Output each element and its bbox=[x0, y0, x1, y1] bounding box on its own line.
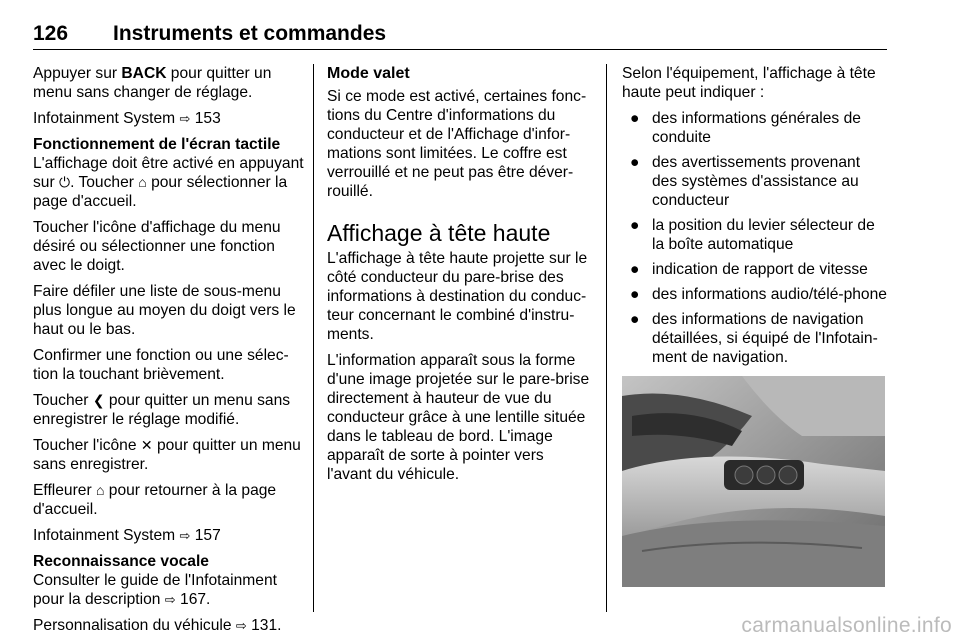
close-x-icon: ✕ bbox=[140, 437, 153, 453]
page-header bbox=[33, 22, 887, 52]
touchscreen-heading: Fonctionnement de l'écran tactile bbox=[33, 136, 281, 153]
paragraph-menu-icon: Toucher l'icône d'affichage du menu désiré ou sélectionner une fonction avec le doigt. bbox=[33, 219, 281, 274]
paragraph-activate: L'affichage doit être activé en appuyant sur ⏻. Toucher ⌂ pour sélectionner la page d'accueil. bbox=[33, 155, 304, 210]
voice-recognition-heading: Reconnaissance vocale bbox=[33, 553, 209, 570]
paragraph-scroll: Faire défiler une liste de sous-menu plus longue au moyen du doigt vers le haut ou le bas. bbox=[33, 283, 296, 338]
paragraph-swipe-home: Effleurer ⌂ pour retourner à la page d'accueil. bbox=[33, 482, 277, 518]
list-item: ● la position du levier sélecteur de la boîte automatique bbox=[630, 217, 875, 253]
arrow-reference-icon: ⇨ bbox=[179, 111, 191, 126]
back-key-label: BACK bbox=[121, 65, 167, 82]
hud-control-illustration bbox=[622, 376, 885, 587]
arrow-reference-icon: ⇨ bbox=[179, 528, 191, 543]
bullet-icon: ● bbox=[630, 286, 640, 303]
paragraph-personalisation: Personnalisation du véhicule ⇨ 131. bbox=[33, 617, 282, 634]
list-item: ● des informations générales de conduite bbox=[630, 110, 861, 146]
page-ref-link[interactable]: 167 bbox=[180, 591, 207, 608]
paragraph-voice: Consulter le guide de l'Infotainment pour la description ⇨ 167. bbox=[33, 572, 277, 608]
page-ref-link[interactable]: 131 bbox=[251, 617, 278, 634]
home-icon: ⌂ bbox=[95, 482, 105, 498]
column-divider-2 bbox=[606, 64, 607, 612]
arrow-reference-icon: ⇨ bbox=[235, 618, 247, 633]
column-3 bbox=[622, 64, 887, 373]
hud-bullet-list bbox=[622, 109, 887, 367]
header-rule bbox=[33, 49, 887, 50]
valet-mode-heading: Mode valet bbox=[327, 65, 410, 82]
power-icon: ⏻ bbox=[59, 174, 71, 190]
paragraph-hud-intro: Selon l'équipement, l'affichage à tête haute peut indiquer : bbox=[622, 65, 876, 101]
paragraph-close-icon: Toucher l'icône ✕ pour quitter un menu sans enregistrer. bbox=[33, 437, 301, 473]
hud-heading: Affichage à tête haute bbox=[327, 220, 551, 246]
page-ref-link[interactable]: 157 bbox=[194, 527, 221, 544]
paragraph-confirm: Confirmer une fonction ou une sélec-tion la touchant brièvement. bbox=[33, 347, 289, 383]
paragraph-infotainment-ref: Infotainment System ⇨ 153 bbox=[33, 110, 221, 127]
bullet-icon: ● bbox=[630, 110, 640, 127]
column-divider-1 bbox=[313, 64, 314, 612]
bullet-icon: ● bbox=[630, 261, 640, 278]
back-chevron-icon: ❮ bbox=[92, 392, 105, 408]
paragraph-valet: Si ce mode est activé, certaines fonc-tions du Centre d'informations du conducteur et de l'Affichage d'infor-mations sont limitées. Le coffre est verrouillé et ne peut pas être déver-rouillé. bbox=[327, 88, 587, 200]
bullet-icon: ● bbox=[630, 217, 640, 234]
bullet-icon: ● bbox=[630, 154, 640, 171]
paragraph-hud-1: L'affichage à tête haute projette sur le côté conducteur du pare-brise des informations à destination du conduc-teur concernant le combiné d'instru-ments. bbox=[327, 250, 588, 343]
home-icon: ⌂ bbox=[138, 174, 147, 190]
list-item: ● des avertissements provenant des systèmes d'assistance au conducteur bbox=[630, 154, 861, 209]
paragraph-infotainment-ref-2: Infotainment System ⇨ 157 bbox=[33, 527, 221, 544]
page-number: 126 bbox=[33, 22, 69, 45]
page-ref-link[interactable]: 153 bbox=[194, 110, 221, 127]
paragraph-hud-2: L'information apparaît sous la forme d'une image projetée sur le pare-brise directement à hauteur de vue du conducteur grâce à une lentille située dans le tableau de bord. L'image apparaît de sorte à pointer vers l'avant du véhicule. bbox=[327, 352, 590, 483]
page-title: Instruments et commandes bbox=[113, 22, 387, 45]
list-item: ● indication de rapport de vitesse bbox=[630, 261, 868, 278]
paragraph-back-icon: Toucher ❮ pour quitter un menu sans enregistrer le réglage modifié. bbox=[33, 392, 291, 428]
watermark-text: carmanualsonline.info bbox=[741, 614, 952, 637]
list-item: ● des informations de navigation détaillées, si équipé de l'Infotain-ment de navigation. bbox=[630, 311, 878, 366]
column-2 bbox=[327, 64, 592, 491]
list-item: ● des informations audio/télé-phone bbox=[630, 286, 887, 303]
bullet-icon: ● bbox=[630, 311, 640, 328]
hud-control-photo bbox=[622, 376, 885, 587]
paragraph-back: Appuyer sur BACK pour quitter un menu sans changer de réglage. bbox=[33, 65, 272, 101]
arrow-reference-icon: ⇨ bbox=[164, 592, 176, 607]
column-1 bbox=[33, 64, 305, 642]
